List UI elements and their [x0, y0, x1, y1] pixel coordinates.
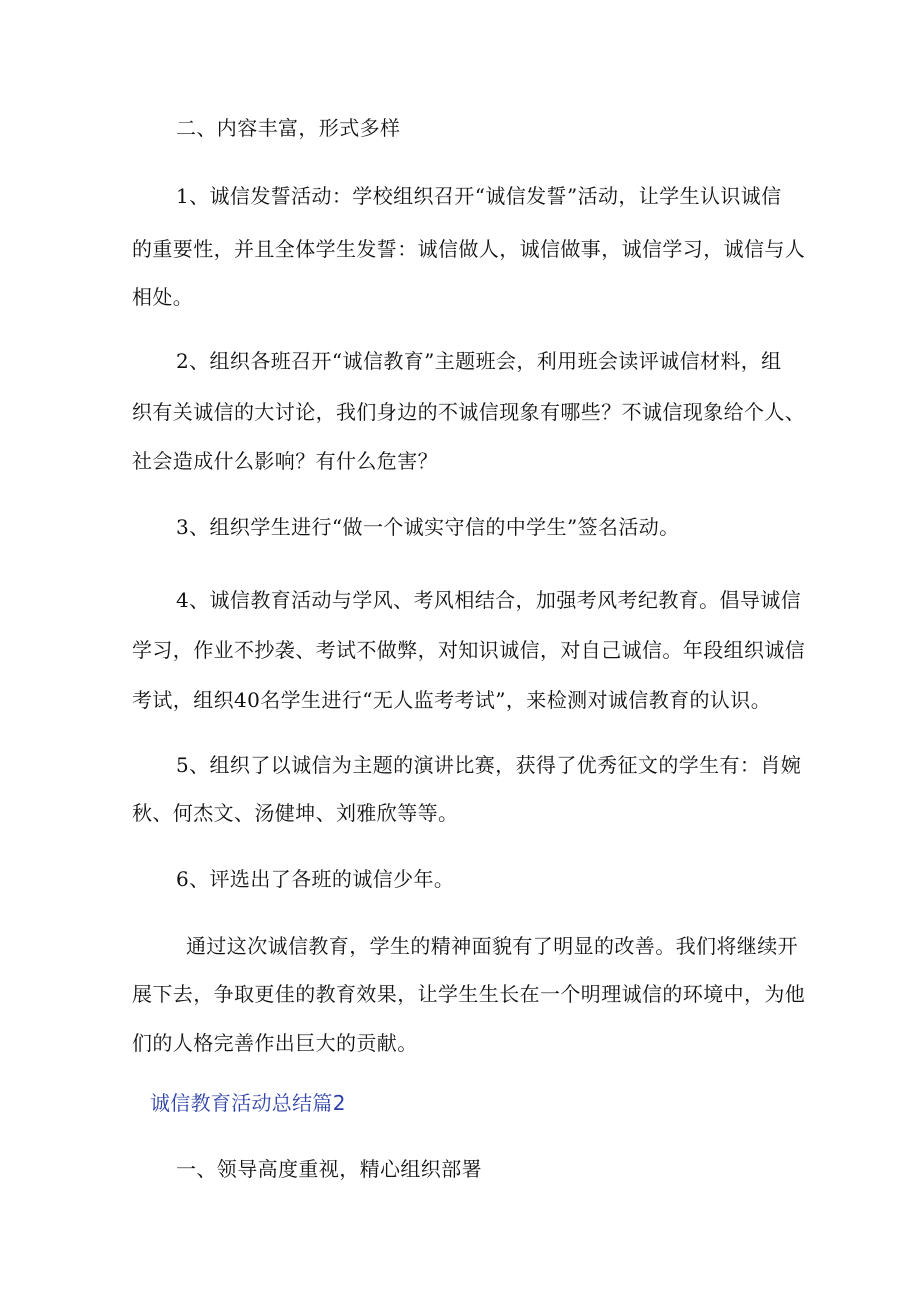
- paragraph-line: 4、诚信教育活动与学风、考风相结合，加强考风考纪教育。倡导诚信: [176, 588, 802, 612]
- section-heading: 一、领导高度重视，精心组织部署: [176, 1157, 482, 1181]
- paragraph-line: 的重要性，并且全体学生发誓：诚信做人，诚信做事，诚信学习，诚信与人: [132, 237, 806, 261]
- section-heading: 二、内容丰富，形式多样: [176, 116, 401, 140]
- paragraph-line: 相处。: [132, 285, 194, 309]
- paragraph-line: 通过这次诚信教育，学生的精神面貌有了明显的改善。我们将继续开: [186, 934, 798, 958]
- paragraph-line: 6、评选出了各班的诚信少年。: [176, 867, 455, 891]
- paragraph-line: 2、组织各班召开“诚信教育”主题班会，利用班会读评诚信材料，组: [176, 349, 782, 373]
- paragraph-line: 秋、何杰文、汤健坤、刘雅欣等等。: [132, 801, 459, 825]
- paragraph-line: 展下去，争取更佳的教育效果，让学生生长在一个明理诚信的环境中，为他: [132, 982, 806, 1006]
- paragraph-line: 们的人格完善作出巨大的贡献。: [132, 1031, 418, 1055]
- part2-title-link[interactable]: 诚信教育活动总结篇2: [150, 1091, 346, 1115]
- paragraph-line: 3、组织学生进行“做一个诚实守信的中学生”签名活动。: [176, 515, 680, 539]
- paragraph-line: 学习，作业不抄袭、考试不做弊，对知识诚信，对自己诚信。年段组织诚信: [132, 638, 806, 662]
- paragraph-line: 社会造成什么影响？有什么危害？: [132, 449, 438, 473]
- paragraph-line: 织有关诚信的大讨论，我们身边的不诚信现象有哪些？不诚信现象给个人、: [132, 400, 806, 424]
- paragraph-line: 5、组织了以诚信为主题的演讲比赛，获得了优秀征文的学生有：肖婉: [176, 753, 802, 777]
- paragraph-line: 考试，组织40名学生进行“无人监考考试”，来检测对诚信教育的认识。: [132, 688, 772, 712]
- paragraph-line: 1、诚信发誓活动：学校组织召开“诚信发誓”活动，让学生认识诚信: [176, 184, 782, 208]
